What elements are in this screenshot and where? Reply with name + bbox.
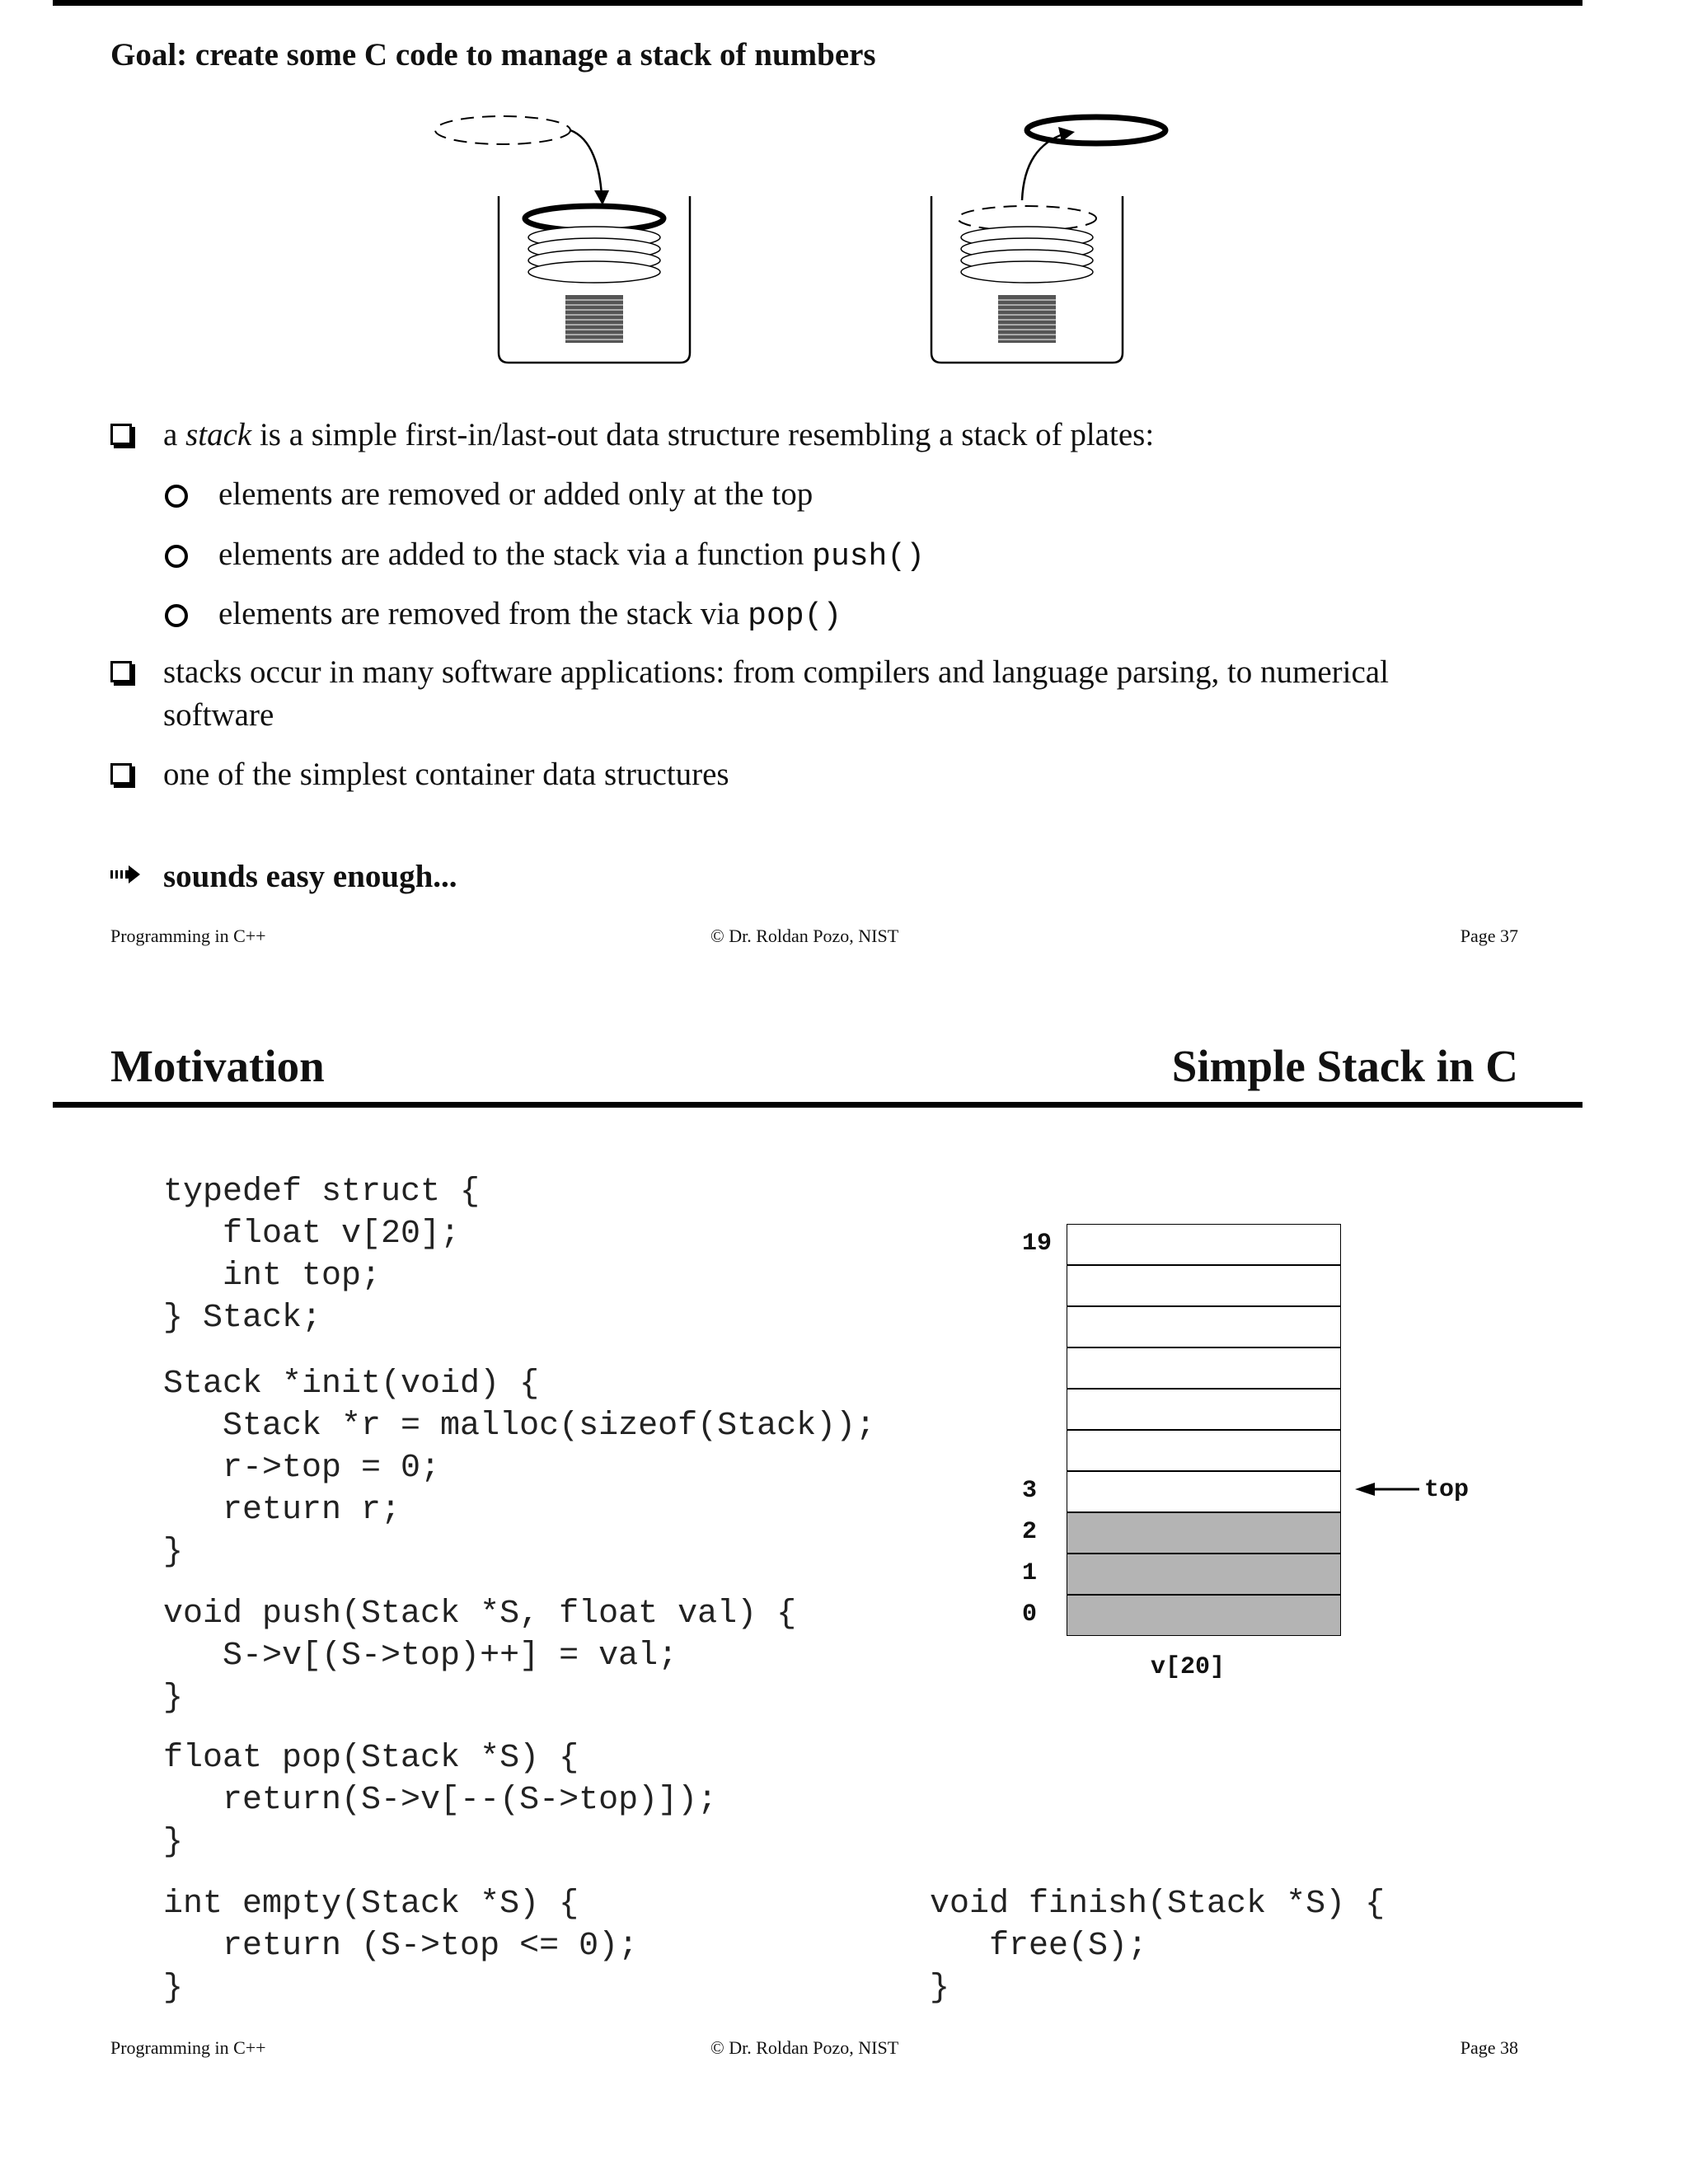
sub-bullet-push: elements are added to the stack via a function push()	[218, 537, 925, 574]
bullet-stack-uses-line2: software	[163, 697, 274, 733]
push-illustration	[435, 116, 690, 363]
spring-icon	[565, 295, 623, 343]
page-title-left: Motivation	[110, 1041, 325, 1091]
top-label: top	[1424, 1476, 1470, 1504]
stack-illustration	[429, 105, 1187, 377]
circle-bullet-icon	[165, 545, 188, 568]
index-label-2: 2	[1022, 1518, 1038, 1546]
array-cell	[1067, 1512, 1341, 1554]
bullet-stack-definition: a stack is a simple first-in/last-out data structure resembling a stack of plates:	[163, 417, 1155, 452]
page-title-right: Simple Stack in C	[1171, 1041, 1518, 1091]
code-init: Stack *init(void) { Stack *r = malloc(sizeof(Stack)); r->top = 0; return r; }	[163, 1366, 876, 1571]
index-label-1: 1	[1022, 1559, 1038, 1587]
sub-bullet-top: elements are removed or added only at the top	[218, 476, 814, 512]
array-cell	[1067, 1265, 1341, 1306]
footer-left: Programming in C++	[110, 2037, 266, 2058]
array-cell	[1067, 1595, 1341, 1636]
bullet-simplest: one of the simplest container data structures	[163, 757, 729, 792]
stack-array-diagram	[1067, 1224, 1342, 1636]
footer-center: © Dr. Roldan Pozo, NIST	[710, 926, 899, 946]
bullet-stack-uses-line1: stacks occur in many software applications: from compilers and language parsing, to numerical	[163, 654, 1389, 690]
array-cell	[1067, 1306, 1341, 1347]
array-cell	[1067, 1389, 1341, 1430]
pop-illustration	[931, 117, 1165, 363]
checkbox-bullet-icon	[110, 424, 132, 445]
circle-bullet-icon	[165, 485, 188, 508]
checkbox-bullet-icon	[110, 763, 132, 785]
checkbox-bullet-icon	[110, 661, 132, 682]
heading-rule	[53, 1102, 1582, 1108]
index-label-0: 0	[1022, 1601, 1038, 1629]
footer-page-number: Page 37	[1460, 926, 1518, 946]
top-pointer-arrow-icon	[1355, 1479, 1421, 1499]
index-label-3: 3	[1022, 1477, 1038, 1505]
footer-left: Programming in C++	[110, 926, 266, 946]
top-rule	[53, 0, 1582, 6]
goal-heading: Goal: create some C code to manage a stack of numbers	[110, 37, 876, 73]
sub-bullet-pop: elements are removed from the stack via pop()	[218, 596, 842, 634]
conclusion-text: sounds easy enough...	[163, 859, 457, 894]
array-cell	[1067, 1347, 1341, 1389]
array-cell	[1067, 1554, 1341, 1595]
array-cell	[1067, 1430, 1341, 1471]
code-empty: int empty(Stack *S) { return (S->top <= 0); }	[163, 1886, 639, 2007]
code-struct: typedef struct { float v[20]; int top; } Stack;	[163, 1174, 481, 1337]
spring-icon	[998, 295, 1056, 343]
code-finish: void finish(Stack *S) { free(S); }	[930, 1886, 1386, 2007]
index-label-19: 19	[1022, 1230, 1053, 1258]
arrow-bullet-icon	[110, 865, 142, 883]
array-cell	[1067, 1471, 1341, 1512]
circle-bullet-icon	[165, 604, 188, 627]
array-label: v[20]	[1151, 1653, 1226, 1681]
array-cell	[1067, 1224, 1341, 1265]
footer-page-number: Page 38	[1460, 2037, 1518, 2058]
code-pop: float pop(Stack *S) { return(S->v[--(S->top)]); }	[163, 1740, 718, 1861]
code-push: void push(Stack *S, float val) { S->v[(S->top)++] = val; }	[163, 1596, 797, 1717]
footer-center: © Dr. Roldan Pozo, NIST	[710, 2037, 899, 2058]
